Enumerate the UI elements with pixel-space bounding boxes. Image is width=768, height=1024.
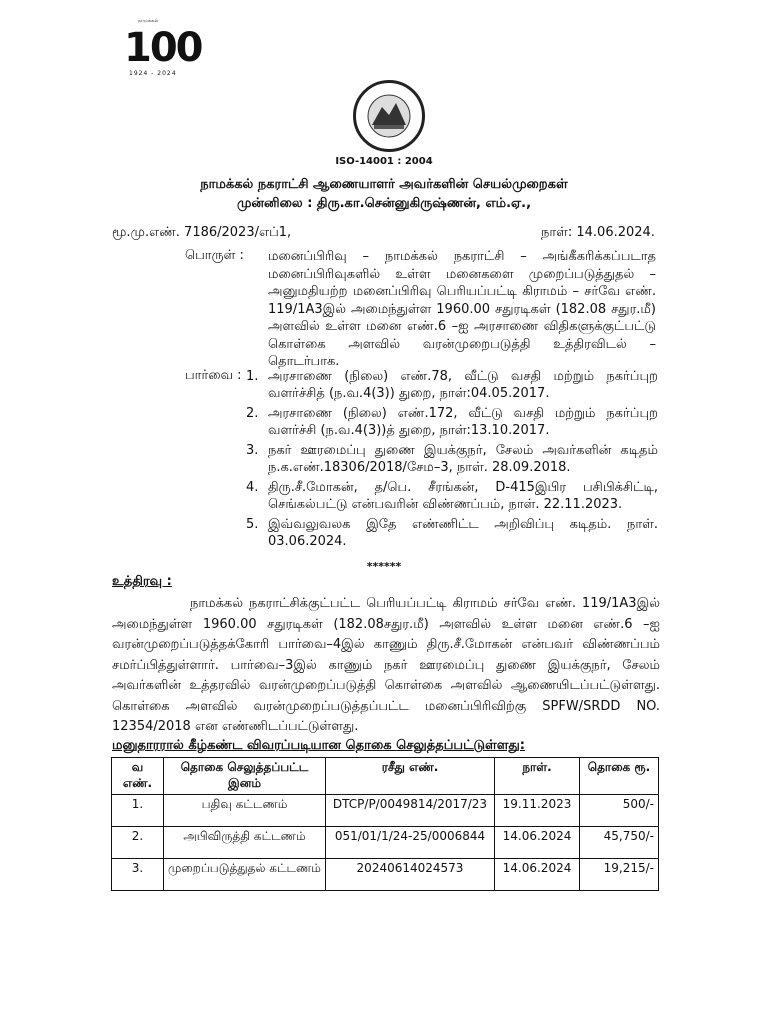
reference-item [246,516,658,550]
cell-date: 14.06.2024 [495,859,580,891]
column-header-type: தொகை செலுத்தப்பட்ட இனம் [164,758,326,795]
municipality-seal [353,80,425,152]
payment-heading: மனுதாரரால் கீழ்கண்ட விவரப்படியான தொகை செலுத்தப்பட்டுள்ளது: [112,738,525,753]
payment-table [111,757,659,891]
references-list [246,368,658,553]
table-row [112,795,659,827]
reference-text: இவ்வலுவலக இதே எண்ணிட்ட அறிவிப்பு கடிதம். நாள். 03.06.2024. [268,517,658,549]
table-header-row [112,758,659,795]
cell-amount: 500/- [580,795,659,827]
reference-text: நகர் ஊரமைப்பு துணை இயக்குநர், சேலம் அவர்களின் கடிதம் ந.க.எண்.18306/2018/சேம–3, நாள். 28.09.2018. [268,443,658,475]
cell-serial: 2. [112,827,164,859]
column-header-receipt: ரசீது எண். [326,758,495,795]
cell-amount: 45,750/- [580,827,659,859]
cell-receipt: 20240614024573 [326,859,495,891]
reference-text: அரசாணை (நிலை) எண்.78, வீட்டு வசதி மற்றும் நகர்ப்புற வளர்ச்சித் (ந.வ.4(3)) துறை, நாள்:04.05.2017. [268,369,658,401]
cell-date: 19.11.2023 [495,795,580,827]
column-header-serial: வ எண். [112,758,164,795]
reference-num: 3. [246,443,259,458]
subject-label: பொருள் : [185,248,244,263]
table-row [112,827,659,859]
reference-text: அரசாணை (நிலை) எண்.172, வீட்டு வசதி மற்றும் நகர்ப்புற வளர்ச்சி (ந.வ.4(3))த் துறை, நாள்:13.10.2017. [268,406,658,438]
logo-100: 100 [124,25,202,71]
reference-number: மூ.மு.எண். 7186/2023/எப்1, [112,225,292,240]
table-row [112,859,659,891]
logo-years: 1924 - 2024 [129,70,177,77]
reference-text: திரு.சீ.மோகன், த/பெ. சீரங்கன், D-415இபிர பசிபிக்சிட்டி, செங்கல்பட்டு என்பவரின் விண்ணப்பம், நாள். 22.11.2023. [268,480,658,512]
reference-item [246,442,658,476]
office-title: நாமக்கல் நகராட்சி ஆணையாளர் அவர்களின் செயல்முறைகள் [200,177,568,192]
reference-num: 2. [246,406,259,421]
seal-emblem-icon [356,83,422,149]
cell-amount: 19,215/- [580,859,659,891]
order-body: நாமக்கல் நகராட்சிக்குட்பட்ட பெரியப்பட்டி கிராமம் சர்வே எண். 119/1A3இல் அமைந்துள்ள 1960.00 சதுரடிகள் (182.08சதுர.மீ) அளவில் உள்ள மனை எண்.6 –ஐ வரன்முறைப்படுத்தக்கோரி பார்வை–4இல் காணும் திரு.சீ.மோகன் என்பவர் விண்ணப்பம் சமர்ப்பித்துள்ளார். பார்வை–3இல் காணும் நகர் ஊரமைப்பு துணை இயக்குநர், சேலம் அவர்களின் உத்தரவில் வரன்முறைப்படுத்தி கொள்கை அளவில் ஆணையிடப்பட்டுள்ளது. கொள்கை அளவில் வரன்முறைப்படுத்தப்பட்ட மனைப்பிரிவிற்கு SPFW/SRDD NO. 12354/2018 என எண்ணிடப்பட்டுள்ளது. [112,596,660,734]
reference-item [246,405,658,439]
reference-item [246,479,658,513]
references-label: பார்வை : [185,368,242,383]
cell-date: 14.06.2024 [495,827,580,859]
reference-item [246,368,658,402]
subject-text: மனைப்பிரிவு – நாமக்கல் நகராட்சி – அங்கீகரிக்கப்படாத மனைப்பிரிவுகளில் உள்ள மனைகளை முறைப்படுத்துதல் – அனுமதியற்ற மனைப்பிரிவு பெரியப்பட்டி கிராமம் – சர்வே எண். 119/1A3இல் அமைந்துள்ள 1960.00 சதுரடிகள் (182.08 சதுர.மீ) அளவில் உள்ள மனை எண்.6 –ஐ அரசாணை விதிகளுக்குட்பட்டு கொள்கை அளவில் வரன்முறைபடுத்தி உத்திரவிடல் – தொடர்பாக. [268,249,656,369]
cell-type: அபிவிருத்தி கட்டணம் [164,827,326,859]
cell-serial: 3. [112,859,164,891]
centenary-logo [124,18,202,77]
reference-num: 4. [246,480,259,495]
logo-small-text: நாமக்கல் [138,18,159,24]
cell-type: பதிவு கட்டணம் [164,795,326,827]
iso-certification: ISO-14001 : 2004 [335,156,433,167]
cell-receipt: DTCP/P/0049814/2017/23 [326,795,495,827]
column-header-amount: தொகை ரூ. [580,758,659,795]
order-heading: உத்திரவு : [112,574,172,589]
cell-serial: 1. [112,795,164,827]
reference-num: 1. [246,369,259,384]
cell-type: முறைப்படுத்துதல் கட்டணம் [164,859,326,891]
order-date: நாள்: 14.06.2024. [541,225,655,240]
presence-line: முன்னிலை : திரு.கா.சென்னுகிருஷ்ணன், எம்.ஏ., [236,196,532,211]
cell-receipt: 051/01/1/24-25/0006844 [326,827,495,859]
reference-num: 5. [246,517,259,532]
section-separator: ****** [366,560,402,573]
column-header-date: நாள். [495,758,580,795]
